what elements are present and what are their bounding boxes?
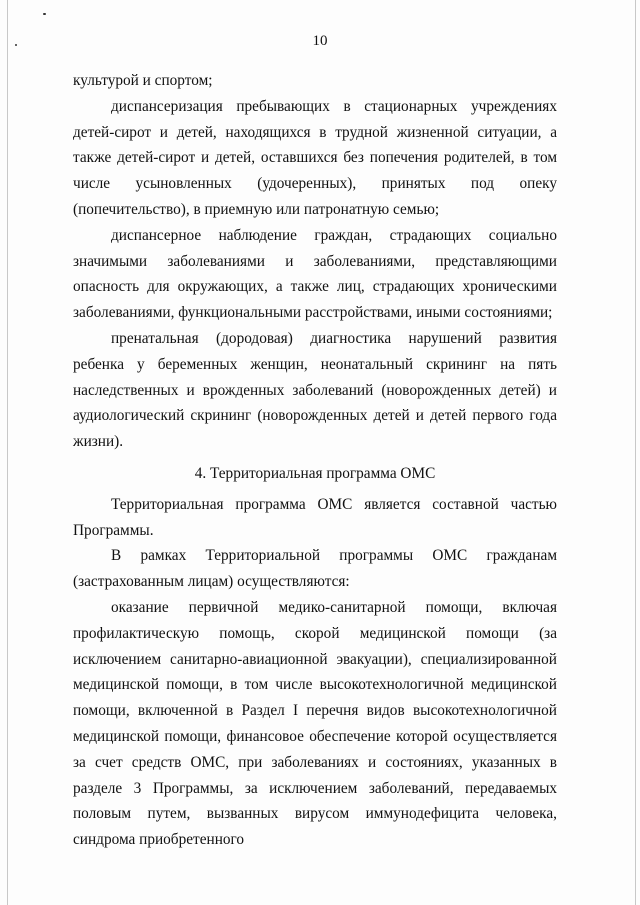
scan-edge-left: [7, 0, 8, 905]
paragraph-continuation: культурой и спортом;: [73, 72, 213, 89]
scan-speck: [43, 13, 46, 15]
paragraph-program-scope: В рамках Территориальной программы ОМС гражданам (застрахованным лицам) осуществляются:: [73, 547, 557, 591]
paragraph-dispensary-observation: диспансерное наблюдение граждан, страдающих социально значимыми заболеваниями и заболеваниями, представляющими опасность для окружающих, а также лиц, страдающих хроническими заболеваниями, функциональными расстройствами, иными состояниями;: [73, 226, 557, 322]
paragraph-prenatal-diagnostics: пренатальная (дородовая) диагностика нарушений развития ребенка у беременных женщин, неонатальный скрининг на пять наследственных и врожденных заболеваний (новорожденных детей) и аудиологический скрининг (новорожденных детей и детей первого года жизни).: [73, 329, 557, 451]
paragraph-program-part: Территориальная программа ОМС является составной частью Программы.: [73, 495, 557, 539]
paragraph-medical-care: оказание первичной медико-санитарной помощи, включая профилактическую помощь, скорой медицинской помощи (за исключением санитарно-авиационной эвакуации), специализированной медицинской помощи, в том числе высокотехнологичной медицинской помощи, включенной в Раздел I перечня видов высокотехнологичной медицинской помощи, финансовое обеспечение которой осуществляется за счет средств ОМС, при заболеваниях и состояниях, указанных в разделе 3 Программы, за исключением заболеваний, передаваемых половым путем, вызванных вирусом иммунодефицита человека, синдрома приобретенного: [73, 598, 557, 849]
document-body: [73, 68, 557, 853]
paragraph-dispanserization: диспансеризация пребывающих в стационарных учреждениях детей-сирот и детей, находящихся в трудной жизненной ситуации, а также детей-сирот и детей, оставшихся без попечения родителей, в том числе усыновленных (удочеренных), принятых под опеку (попечительство), в приемную или патронатную семью;: [73, 97, 557, 218]
section-title: 4. Территориальная программа ОМС: [194, 464, 436, 482]
scan-edge-right: [635, 0, 636, 905]
page-number: 10: [312, 33, 328, 49]
